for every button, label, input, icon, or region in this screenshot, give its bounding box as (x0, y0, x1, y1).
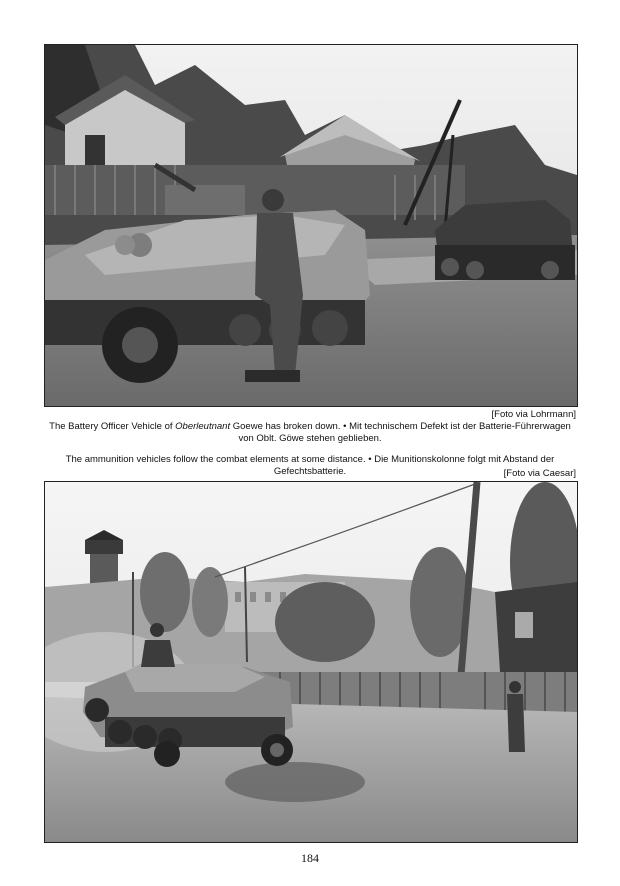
photo-broken-down-halftrack (44, 44, 578, 407)
photo-credit-2: [Foto via Caesar] (503, 468, 576, 479)
photo-credit-1: [Foto via Lohrmann] (491, 409, 576, 420)
page-number: 184 (301, 851, 319, 865)
caption-2: The ammunition vehicles follow the combat elements at some distance. • Die Munitionskolonne folgt mit Abstand der Gefechtsbatterie. (65, 454, 555, 477)
caption-1: The Battery Officer Vehicle of Oberleutnant Goewe has broken down. • Mit technischem Defekt ist der Batterie-Führerwagen von Oblt. Göwe stehen geblieben. (49, 421, 571, 444)
photo-ammunition-halftrack (44, 481, 578, 843)
